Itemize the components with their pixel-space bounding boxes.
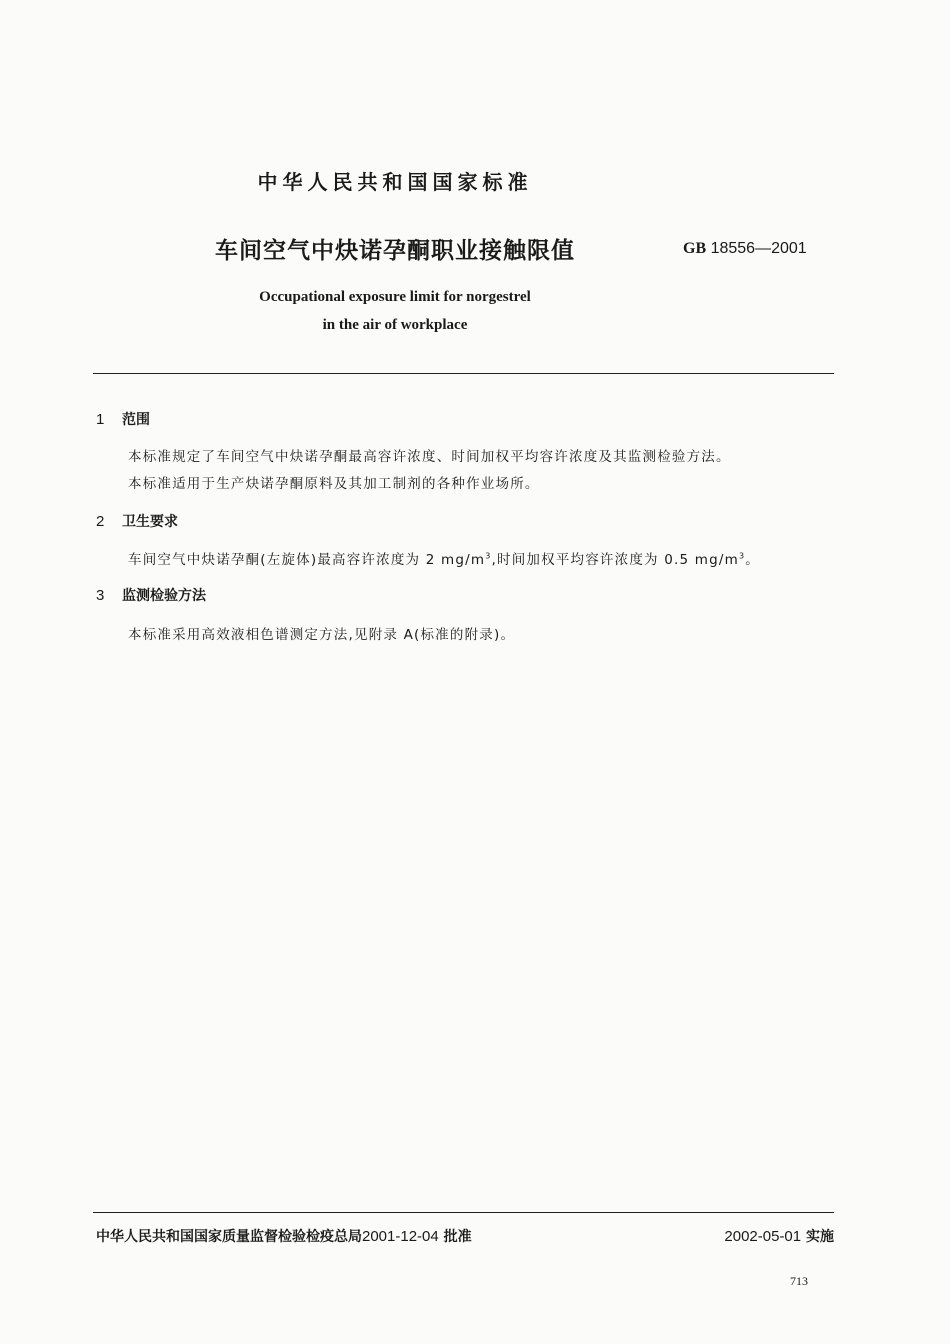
title-en-line2: in the air of workplace <box>322 317 468 333</box>
footer-divider <box>93 1212 834 1213</box>
section-title: 监测检验方法 <box>122 588 206 604</box>
section-title: 范围 <box>122 412 150 428</box>
section-2-heading <box>96 511 178 531</box>
document-title-en <box>0 283 790 339</box>
standard-code <box>683 240 807 258</box>
section-1-paragraph-1: 本标准规定了车间空气中炔诺孕酮最高容许浓度、时间加权平均容许浓度及其监测检验方法。 <box>128 449 731 465</box>
header-divider <box>93 373 834 374</box>
approve-label: 批准 <box>443 1229 472 1245</box>
section-1-paragraph-2: 本标准适用于生产炔诺孕酮原料及其加工制剂的各种作业场所。 <box>128 476 540 492</box>
requirement-text-part: 车间空气中炔诺孕酮(左旋体)最高容许浓度为 2 mg/m <box>128 552 486 568</box>
section-2-paragraph <box>128 548 760 568</box>
section-number: 1 <box>96 411 105 428</box>
standard-code-prefix: GB <box>683 240 707 257</box>
footer-approval <box>96 1226 472 1246</box>
title-en-line1: Occupational exposure limit for norgestrel <box>259 289 531 305</box>
page-number: 713 <box>790 1274 808 1288</box>
requirement-text-part: 。 <box>745 552 760 568</box>
section-title: 卫生要求 <box>122 514 178 530</box>
section-1-heading <box>96 409 150 429</box>
national-standard-heading: 中华人民共和国国家标准 <box>257 170 533 194</box>
implement-label: 实施 <box>806 1229 834 1245</box>
superscript: 3 <box>739 551 746 561</box>
footer-implementation <box>724 1226 834 1246</box>
standard-code-number: 18556—2001 <box>710 240 807 257</box>
superscript: 3 <box>485 551 492 561</box>
section-3-heading <box>96 585 206 605</box>
section-3-paragraph: 本标准采用高效液相色谱测定方法,见附录 A(标准的附录)。 <box>128 627 516 643</box>
requirement-text-part: ,时间加权平均容许浓度为 0.5 mg/m <box>491 552 739 568</box>
section-number: 2 <box>96 513 105 530</box>
implement-date: 2002-05-01 <box>724 1228 802 1245</box>
issuer: 中华人民共和国国家质量监督检验检疫总局 <box>96 1229 362 1245</box>
document-title-cn: 车间空气中炔诺孕酮职业接触限值 <box>215 238 575 264</box>
approve-date: 2001-12-04 <box>362 1228 439 1245</box>
section-number: 3 <box>96 587 105 604</box>
